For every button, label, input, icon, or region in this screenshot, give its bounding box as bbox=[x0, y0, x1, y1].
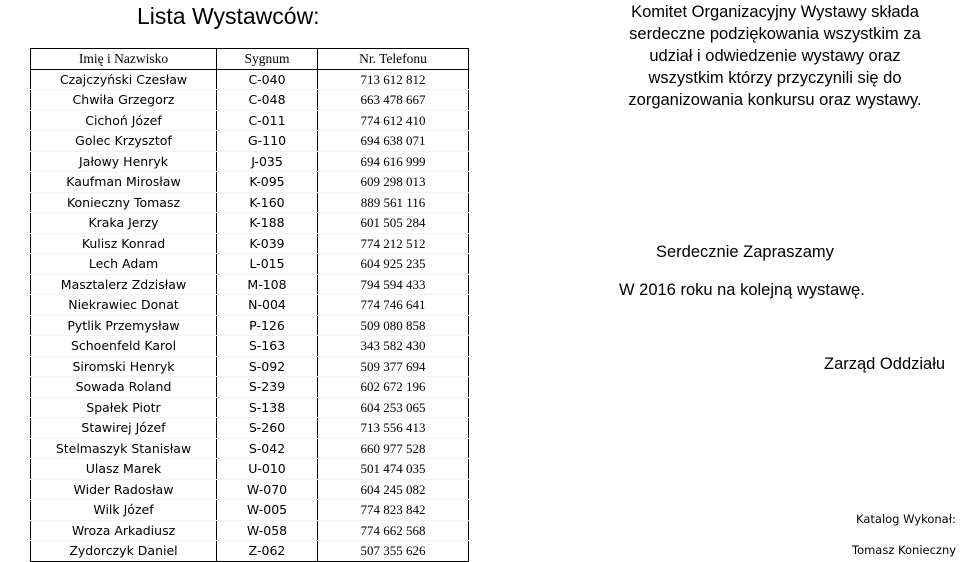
table-row bbox=[31, 172, 469, 193]
cell-name: Sowada Roland bbox=[31, 377, 217, 398]
thanks-line: udział i odwiedzenie wystawy oraz bbox=[649, 47, 901, 65]
cell-code: U-010 bbox=[217, 459, 318, 480]
cell-phone: 774 212 512 bbox=[318, 233, 469, 254]
cell-code: S-163 bbox=[217, 336, 318, 357]
cell-name: Cichoń Józef bbox=[31, 110, 217, 131]
table-row bbox=[31, 254, 469, 275]
cell-code: S-042 bbox=[217, 438, 318, 459]
table-row bbox=[31, 397, 469, 418]
column-header-phone: Nr. Telefonu bbox=[318, 49, 469, 70]
thanks-message bbox=[591, 1, 959, 111]
cell-name: Stawirej Józef bbox=[31, 418, 217, 439]
board-signature: Zarząd Oddziału bbox=[824, 355, 946, 373]
cell-phone: 794 594 433 bbox=[318, 274, 469, 295]
table-row bbox=[31, 438, 469, 459]
cell-name: Spałek Piotr bbox=[31, 397, 217, 418]
cell-phone: 774 662 568 bbox=[318, 520, 469, 541]
catalog-label: Katalog Wykonał: bbox=[856, 512, 956, 526]
table-row bbox=[31, 377, 469, 398]
cell-code: S-138 bbox=[217, 397, 318, 418]
catalog-author: Tomasz Konieczny bbox=[852, 543, 957, 557]
cell-name: Wider Radosław bbox=[31, 479, 217, 500]
table-row bbox=[31, 418, 469, 439]
cell-code: C-040 bbox=[217, 69, 318, 90]
cell-name: Zydorczyk Daniel bbox=[31, 541, 217, 562]
cell-code: K-188 bbox=[217, 213, 318, 234]
column-header-name: Imię i Nazwisko bbox=[31, 49, 217, 70]
table-row bbox=[31, 459, 469, 480]
cell-name: Chwiła Grzegorz bbox=[31, 90, 217, 111]
cell-code: Z-062 bbox=[217, 541, 318, 562]
cell-phone: 509 080 858 bbox=[318, 315, 469, 336]
next-year-text: W 2016 roku na kolejną wystawę. bbox=[619, 281, 865, 299]
cell-phone: 774 823 842 bbox=[318, 500, 469, 521]
cell-code: W-005 bbox=[217, 500, 318, 521]
cell-code: J-035 bbox=[217, 151, 318, 172]
cell-code: G-110 bbox=[217, 131, 318, 152]
table-row bbox=[31, 479, 469, 500]
cell-code: C-048 bbox=[217, 90, 318, 111]
cell-name: Masztalerz Zdzisław bbox=[31, 274, 217, 295]
cell-phone: 713 612 812 bbox=[318, 69, 469, 90]
thanks-line: zorganizowania konkursu oraz wystawy. bbox=[628, 91, 922, 109]
table-row bbox=[31, 192, 469, 213]
cell-code: S-260 bbox=[217, 418, 318, 439]
cell-code: K-039 bbox=[217, 233, 318, 254]
table-row bbox=[31, 213, 469, 234]
cell-phone: 774 746 641 bbox=[318, 295, 469, 316]
cell-name: Niekrawiec Donat bbox=[31, 295, 217, 316]
table-row bbox=[31, 336, 469, 357]
cell-name: Siromski Henryk bbox=[31, 356, 217, 377]
cell-name: Czajczyński Czesław bbox=[31, 69, 217, 90]
cell-name: Ulasz Marek bbox=[31, 459, 217, 480]
column-header-code: Sygnum bbox=[217, 49, 318, 70]
cell-name: Pytlik Przemysław bbox=[31, 315, 217, 336]
table-row bbox=[31, 151, 469, 172]
cell-code: M-108 bbox=[217, 274, 318, 295]
cell-name: Stelmaszyk Stanisław bbox=[31, 438, 217, 459]
table-row bbox=[31, 233, 469, 254]
cell-phone: 694 638 071 bbox=[318, 131, 469, 152]
cell-phone: 774 612 410 bbox=[318, 110, 469, 131]
cell-phone: 660 977 528 bbox=[318, 438, 469, 459]
cell-code: C-011 bbox=[217, 110, 318, 131]
cell-name: Wilk Józef bbox=[31, 500, 217, 521]
cell-name: Konieczny Tomasz bbox=[31, 192, 217, 213]
cell-code: S-239 bbox=[217, 377, 318, 398]
table-row bbox=[31, 500, 469, 521]
invite-text: Serdecznie Zapraszamy bbox=[656, 243, 834, 261]
table-row bbox=[31, 274, 469, 295]
cell-code: W-070 bbox=[217, 479, 318, 500]
thanks-line: Komitet Organizacyjny Wystawy składa bbox=[631, 3, 919, 21]
suppliers-table-body bbox=[31, 69, 469, 561]
thanks-line: serdeczne podziękowania wszystkim za bbox=[629, 25, 921, 43]
cell-phone: 609 298 013 bbox=[318, 172, 469, 193]
table-row bbox=[31, 131, 469, 152]
cell-name: Lech Adam bbox=[31, 254, 217, 275]
cell-name: Jałowy Henryk bbox=[31, 151, 217, 172]
cell-phone: 663 478 667 bbox=[318, 90, 469, 111]
cell-code: W-058 bbox=[217, 520, 318, 541]
cell-code: K-160 bbox=[217, 192, 318, 213]
table-header-row bbox=[31, 49, 469, 70]
table-row bbox=[31, 69, 469, 90]
table-row bbox=[31, 110, 469, 131]
cell-phone: 604 925 235 bbox=[318, 254, 469, 275]
cell-name: Schoenfeld Karol bbox=[31, 336, 217, 357]
table-row bbox=[31, 90, 469, 111]
cell-phone: 501 474 035 bbox=[318, 459, 469, 480]
cell-code: L-015 bbox=[217, 254, 318, 275]
cell-phone: 604 245 082 bbox=[318, 479, 469, 500]
cell-phone: 509 377 694 bbox=[318, 356, 469, 377]
cell-phone: 601 505 284 bbox=[318, 213, 469, 234]
table-row bbox=[31, 520, 469, 541]
cell-phone: 713 556 413 bbox=[318, 418, 469, 439]
cell-name: Wroza Arkadiusz bbox=[31, 520, 217, 541]
cell-name: Golec Krzysztof bbox=[31, 131, 217, 152]
cell-phone: 604 253 065 bbox=[318, 397, 469, 418]
cell-code: K-095 bbox=[217, 172, 318, 193]
cell-phone: 507 355 626 bbox=[318, 541, 469, 562]
suppliers-table bbox=[30, 48, 469, 562]
table-row bbox=[31, 295, 469, 316]
cell-name: Kraka Jerzy bbox=[31, 213, 217, 234]
cell-code: P-126 bbox=[217, 315, 318, 336]
thanks-line: wszystkim którzy przyczynili się do bbox=[648, 69, 902, 87]
cell-code: S-092 bbox=[217, 356, 318, 377]
cell-code: N-004 bbox=[217, 295, 318, 316]
cell-phone: 343 582 430 bbox=[318, 336, 469, 357]
cell-phone: 889 561 116 bbox=[318, 192, 469, 213]
cell-phone: 694 616 999 bbox=[318, 151, 469, 172]
cell-name: Kaufman Mirosław bbox=[31, 172, 217, 193]
page-title: Lista Wystawców: bbox=[137, 3, 320, 29]
table-row bbox=[31, 541, 469, 562]
cell-phone: 602 672 196 bbox=[318, 377, 469, 398]
table-row bbox=[31, 356, 469, 377]
table-row bbox=[31, 315, 469, 336]
cell-name: Kulisz Konrad bbox=[31, 233, 217, 254]
